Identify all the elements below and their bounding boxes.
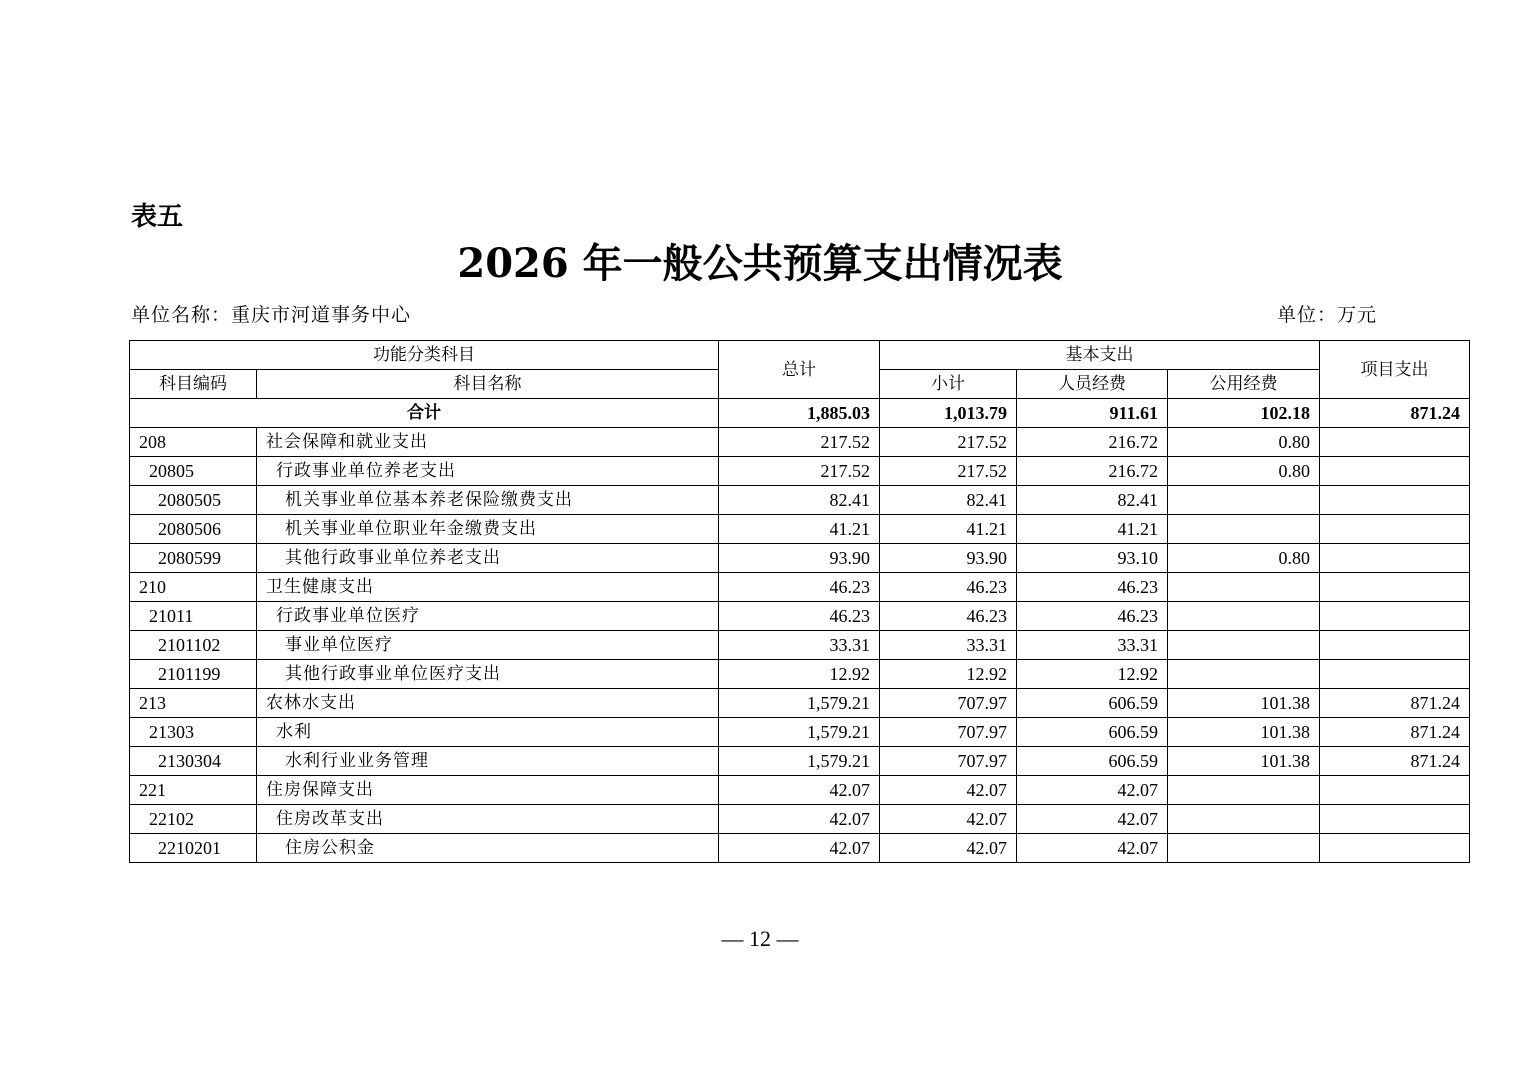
cell-public: 0.80 xyxy=(1168,544,1320,573)
cell-subtotal: 33.31 xyxy=(880,631,1017,660)
table-row xyxy=(130,805,1470,834)
cell-public: 0.80 xyxy=(1168,428,1320,457)
cell-total: 1,579.21 xyxy=(719,718,880,747)
cell-project xyxy=(1320,573,1470,602)
cell-total: 82.41 xyxy=(719,486,880,515)
cell-public xyxy=(1168,834,1320,863)
header-total: 总计 xyxy=(719,341,880,399)
cell-code: 208 xyxy=(130,428,257,457)
cell-public: 101.38 xyxy=(1168,689,1320,718)
table-row xyxy=(130,515,1470,544)
cell-total: 41.21 xyxy=(719,515,880,544)
cell-personnel: 42.07 xyxy=(1017,805,1168,834)
cell-personnel: 46.23 xyxy=(1017,602,1168,631)
cell-code: 2130304 xyxy=(130,747,257,776)
cell-project xyxy=(1320,776,1470,805)
table-row xyxy=(130,718,1470,747)
cell-code: 2210201 xyxy=(130,834,257,863)
header-project: 项目支出 xyxy=(1320,341,1470,399)
table-row xyxy=(130,747,1470,776)
table-row xyxy=(130,602,1470,631)
unit-name-label: 单位名称：重庆市河道事务中心 xyxy=(131,304,412,326)
cell-code: 210 xyxy=(130,573,257,602)
cell-personnel: 606.59 xyxy=(1017,689,1168,718)
total-label: 合计 xyxy=(130,399,719,428)
header-basic: 基本支出 xyxy=(880,341,1320,370)
cell-personnel: 82.41 xyxy=(1017,486,1168,515)
cell-project xyxy=(1320,631,1470,660)
table-row xyxy=(130,573,1470,602)
cell-project: 871.24 xyxy=(1320,718,1470,747)
cell-public: 101.38 xyxy=(1168,747,1320,776)
cell-project xyxy=(1320,805,1470,834)
cell-name: 水利行业业务管理 xyxy=(257,747,719,776)
total-project: 871.24 xyxy=(1320,399,1470,428)
cell-subtotal: 93.90 xyxy=(880,544,1017,573)
cell-name: 卫生健康支出 xyxy=(257,573,719,602)
cell-public xyxy=(1168,776,1320,805)
cell-total: 33.31 xyxy=(719,631,880,660)
cell-subtotal: 217.52 xyxy=(880,428,1017,457)
cell-name: 其他行政事业单位医疗支出 xyxy=(257,660,719,689)
cell-public xyxy=(1168,486,1320,515)
budget-table-body xyxy=(130,399,1470,863)
cell-public: 0.80 xyxy=(1168,457,1320,486)
cell-subtotal: 42.07 xyxy=(880,776,1017,805)
cell-name: 事业单位医疗 xyxy=(257,631,719,660)
cell-personnel: 46.23 xyxy=(1017,573,1168,602)
cell-project xyxy=(1320,834,1470,863)
cell-subtotal: 12.92 xyxy=(880,660,1017,689)
header-code: 科目编码 xyxy=(130,370,257,399)
cell-personnel: 42.07 xyxy=(1017,834,1168,863)
budget-table xyxy=(129,340,1470,863)
page-number: — 12 — xyxy=(721,926,799,951)
cell-code: 22102 xyxy=(130,805,257,834)
cell-total: 217.52 xyxy=(719,457,880,486)
cell-personnel: 93.10 xyxy=(1017,544,1168,573)
cell-personnel: 12.92 xyxy=(1017,660,1168,689)
total-subtotal: 1,013.79 xyxy=(880,399,1017,428)
header-public: 公用经费 xyxy=(1168,370,1320,399)
table-row xyxy=(130,689,1470,718)
cell-total: 46.23 xyxy=(719,573,880,602)
cell-public xyxy=(1168,805,1320,834)
cell-code: 2101102 xyxy=(130,631,257,660)
cell-project: 871.24 xyxy=(1320,689,1470,718)
cell-public: 101.38 xyxy=(1168,718,1320,747)
cell-project xyxy=(1320,544,1470,573)
total-total: 1,885.03 xyxy=(719,399,880,428)
cell-subtotal: 707.97 xyxy=(880,747,1017,776)
cell-personnel: 41.21 xyxy=(1017,515,1168,544)
cell-code: 2080505 xyxy=(130,486,257,515)
cell-personnel: 216.72 xyxy=(1017,428,1168,457)
cell-personnel: 606.59 xyxy=(1017,747,1168,776)
table-row xyxy=(130,660,1470,689)
cell-public xyxy=(1168,631,1320,660)
cell-subtotal: 82.41 xyxy=(880,486,1017,515)
cell-total: 93.90 xyxy=(719,544,880,573)
cell-subtotal: 46.23 xyxy=(880,573,1017,602)
header-name: 科目名称 xyxy=(257,370,719,399)
cell-project: 871.24 xyxy=(1320,747,1470,776)
total-row xyxy=(130,399,1470,428)
cell-code: 2080506 xyxy=(130,515,257,544)
cell-subtotal: 707.97 xyxy=(880,689,1017,718)
cell-total: 1,579.21 xyxy=(719,689,880,718)
cell-name: 其他行政事业单位养老支出 xyxy=(257,544,719,573)
cell-public xyxy=(1168,573,1320,602)
header-functional: 功能分类科目 xyxy=(130,341,719,370)
cell-total: 12.92 xyxy=(719,660,880,689)
cell-code: 221 xyxy=(130,776,257,805)
cell-project xyxy=(1320,486,1470,515)
cell-total: 217.52 xyxy=(719,428,880,457)
cell-code: 2080599 xyxy=(130,544,257,573)
cell-name: 行政事业单位医疗 xyxy=(257,602,719,631)
page-title: 2026 年一般公共预算支出情况表 xyxy=(457,240,1063,287)
table-row xyxy=(130,544,1470,573)
cell-personnel: 216.72 xyxy=(1017,457,1168,486)
header-personnel: 人员经费 xyxy=(1017,370,1168,399)
cell-name: 机关事业单位基本养老保险缴费支出 xyxy=(257,486,719,515)
cell-project xyxy=(1320,515,1470,544)
cell-project xyxy=(1320,428,1470,457)
cell-personnel: 606.59 xyxy=(1017,718,1168,747)
cell-subtotal: 217.52 xyxy=(880,457,1017,486)
cell-name: 农林水支出 xyxy=(257,689,719,718)
currency-unit-label: 单位：万元 xyxy=(1276,304,1377,326)
header-subtotal: 小计 xyxy=(880,370,1017,399)
cell-code: 213 xyxy=(130,689,257,718)
cell-public xyxy=(1168,515,1320,544)
cell-total: 1,579.21 xyxy=(719,747,880,776)
table-row xyxy=(130,457,1470,486)
cell-code: 21011 xyxy=(130,602,257,631)
cell-name: 机关事业单位职业年金缴费支出 xyxy=(257,515,719,544)
cell-project xyxy=(1320,602,1470,631)
cell-personnel: 33.31 xyxy=(1017,631,1168,660)
unit-info-row xyxy=(131,300,1377,326)
cell-subtotal: 42.07 xyxy=(880,834,1017,863)
cell-total: 42.07 xyxy=(719,776,880,805)
cell-name: 住房改革支出 xyxy=(257,805,719,834)
table-row xyxy=(130,428,1470,457)
cell-subtotal: 46.23 xyxy=(880,602,1017,631)
cell-total: 42.07 xyxy=(719,805,880,834)
cell-name: 住房保障支出 xyxy=(257,776,719,805)
cell-name: 社会保障和就业支出 xyxy=(257,428,719,457)
cell-subtotal: 707.97 xyxy=(880,718,1017,747)
cell-code: 20805 xyxy=(130,457,257,486)
table-label: 表五 xyxy=(131,202,184,232)
cell-name: 水利 xyxy=(257,718,719,747)
table-row xyxy=(130,834,1470,863)
cell-name: 行政事业单位养老支出 xyxy=(257,457,719,486)
cell-subtotal: 41.21 xyxy=(880,515,1017,544)
cell-total: 42.07 xyxy=(719,834,880,863)
cell-public xyxy=(1168,602,1320,631)
total-personnel: 911.61 xyxy=(1017,399,1168,428)
cell-code: 21303 xyxy=(130,718,257,747)
cell-personnel: 42.07 xyxy=(1017,776,1168,805)
cell-subtotal: 42.07 xyxy=(880,805,1017,834)
cell-code: 2101199 xyxy=(130,660,257,689)
cell-project xyxy=(1320,660,1470,689)
total-public: 102.18 xyxy=(1168,399,1320,428)
cell-name: 住房公积金 xyxy=(257,834,719,863)
cell-public xyxy=(1168,660,1320,689)
cell-project xyxy=(1320,457,1470,486)
table-row xyxy=(130,631,1470,660)
table-row xyxy=(130,776,1470,805)
cell-total: 46.23 xyxy=(719,602,880,631)
table-row xyxy=(130,486,1470,515)
header-row-1 xyxy=(130,341,1470,370)
